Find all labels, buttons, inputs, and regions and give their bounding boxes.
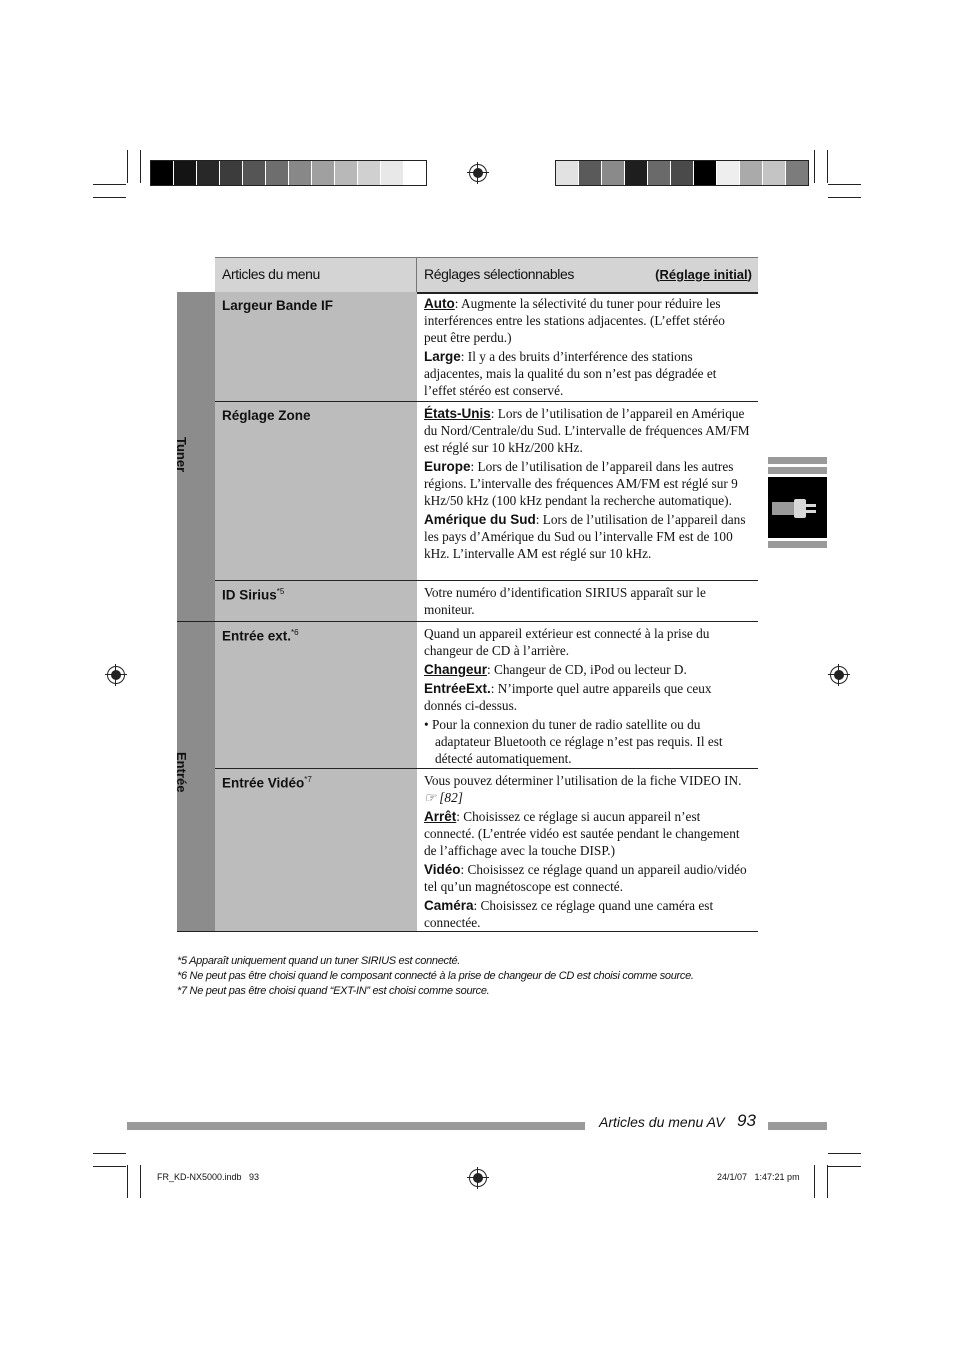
footnote: *7 Ne peut pas être choisi quand “EXT-IN” est choisi comme source. [177, 985, 490, 997]
table-row [215, 292, 417, 401]
footnote: *6 Ne peut pas être choisi quand le composant connecté à la prise de changeur de CD est choisi comme source. [177, 970, 694, 982]
row-settings [417, 292, 758, 401]
table-row [215, 402, 417, 580]
footer-bar [768, 1122, 827, 1130]
item-label: Réglage Zone [222, 408, 311, 423]
crop-mark [814, 150, 815, 183]
page-number: 93 [737, 1111, 756, 1130]
crop-mark [828, 1166, 861, 1167]
item-label: Entrée ext.$^{*6}$ [222, 628, 299, 644]
section-label: Tuner [174, 437, 189, 473]
section-label: Entrée [174, 752, 189, 793]
crop-mark [828, 1153, 861, 1154]
bullet-note: Pour la connexion du tuner de radio satellite ou du adaptateur Bluetooth ce réglage n’est pas requis. Il est détecté automatiquement. [431, 717, 723, 766]
registration-mark-icon [469, 164, 487, 182]
table-row [215, 769, 417, 931]
option-text: Vous pouvez déterminer l’utilisation de la fiche VIDEO IN. [424, 773, 742, 788]
option-initial: Changeur [424, 662, 488, 677]
plug-icon [768, 477, 827, 538]
option-text: : Lors de l’utilisation de l’appareil dans les pays d’Amérique du Sud ou l’intervalle FM est de 100 kHz. L’intervalle AM est réglé sur 10 kHz. [424, 512, 746, 561]
crop-mark [827, 1165, 828, 1198]
option: Large [424, 349, 461, 364]
page-reference: ☞ [82] [424, 790, 463, 805]
table-row [215, 622, 417, 768]
option-text: : Augmente la sélectivité du tuner pour réduire les interférences entre les stations adjacentes. (L’effet stéréo peut être perdu.) [424, 296, 725, 345]
crop-mark [93, 1153, 126, 1154]
option: Amérique du Sud [424, 512, 536, 527]
row-settings [417, 581, 758, 621]
color-bar-left [150, 160, 427, 186]
crop-mark [93, 184, 126, 185]
section-entree [174, 622, 215, 931]
table-row [215, 581, 417, 621]
row-settings [417, 769, 758, 931]
option-initial: Arrêt [424, 809, 457, 824]
option-text: : Lors de l’utilisation de l’appareil dans les autres régions. L’intervalle des fréquences AM/FM est réglé sur 9 kHz/50 kHz (100 kHz pendant la recherche automatique). [424, 459, 738, 508]
option: EntréeExt. [424, 681, 491, 696]
option-text: : Lors de l’utilisation de l’appareil en Amérique du Nord/Centrale/du Sud. L’intervalle de fréquences AM/FM est réglé sur 10 kHz/200 kHz. [424, 406, 750, 455]
print-date: 24/1/07 1:47:21 pm [717, 1172, 800, 1182]
crop-mark [93, 1166, 126, 1167]
option: Caméra [424, 898, 474, 913]
side-tab-stripe [768, 457, 827, 464]
option-text: Quand un appareil extérieur est connecté à la prise du changeur de CD à l’arrière. [424, 626, 710, 658]
row-settings [417, 402, 758, 580]
crop-mark [827, 150, 828, 183]
header-col-items: Articles du menu [222, 266, 320, 282]
crop-mark [828, 184, 861, 185]
option-text: : Il y a des bruits d’interférence des stations adjacentes, mais la qualité du son n’est pas dégradée et l’effet stéréo est conservé. [424, 349, 717, 398]
item-label: Largeur Bande IF [222, 298, 334, 313]
footer-bar [127, 1122, 585, 1130]
crop-mark [127, 150, 128, 183]
footer-section: Articles du menu AV [599, 1114, 725, 1130]
crop-mark [127, 1165, 128, 1198]
table-header [215, 257, 758, 294]
header-col-settings: Réglages sélectionnables [424, 266, 574, 282]
item-label: ID Sirius$^{*5}$ [222, 587, 285, 603]
crop-mark [140, 150, 141, 183]
side-tab-stripe [768, 541, 827, 548]
option-text: : Choisissez ce réglage quand une caméra est connectée. [424, 898, 714, 930]
registration-mark-icon [469, 1169, 487, 1187]
section-tuner [174, 292, 215, 621]
registration-mark-icon [830, 666, 848, 684]
option: Vidéo [424, 862, 461, 877]
side-tab-stripe [768, 467, 827, 474]
crop-mark [140, 1165, 141, 1198]
option-text: : Choisissez ce réglage quand un appareil audio/vidéo tel qu’un magnétoscope est connecté. [424, 862, 747, 894]
crop-mark [93, 197, 126, 198]
registration-mark-icon [107, 666, 125, 684]
option-text: Votre numéro d’identification SIRIUS apparaît sur le moniteur. [424, 585, 706, 617]
footnote: *5 Apparaît uniquement quand un tuner SIRIUS est connecté. [177, 955, 461, 967]
option-text: : Changeur de CD, iPod ou lecteur D. [487, 662, 687, 677]
option-text: : N’importe quel autre appareils que ceux donnés ci-dessus. [424, 681, 712, 713]
item-label: Entrée Vidéo$^{*7}$ [222, 775, 312, 791]
option-initial: États-Unis [424, 406, 491, 421]
crop-mark [828, 197, 861, 198]
header-initial-setting: (Réglage initial) [655, 267, 752, 282]
option-initial: Auto [424, 296, 455, 311]
option-text: : Choisissez ce réglage si aucun appareil n’est connecté. (L’entrée vidéo est sautée pendant le changement de l’affichage avec la touche DISP.) [424, 809, 740, 858]
row-settings: Quand un appareil extérieur est connecté à la prise du changeur de CD à l’arrière. Changeur: Changeur de CD, iPod ou lecteur D. EntréeExt.: N’importe quel autre appareils que ceux donnés ci-dessus. • Pour la connexion du tuner de radio satellite ou du adaptateur Bluetooth ce réglage n’est pas requis. Il est détecté automatiquement. [417, 622, 758, 768]
option: Europe [424, 459, 471, 474]
print-file-info: FR_KD-NX5000.indb 93 [157, 1172, 260, 1182]
crop-mark [814, 1165, 815, 1198]
color-bar-right [555, 160, 809, 186]
